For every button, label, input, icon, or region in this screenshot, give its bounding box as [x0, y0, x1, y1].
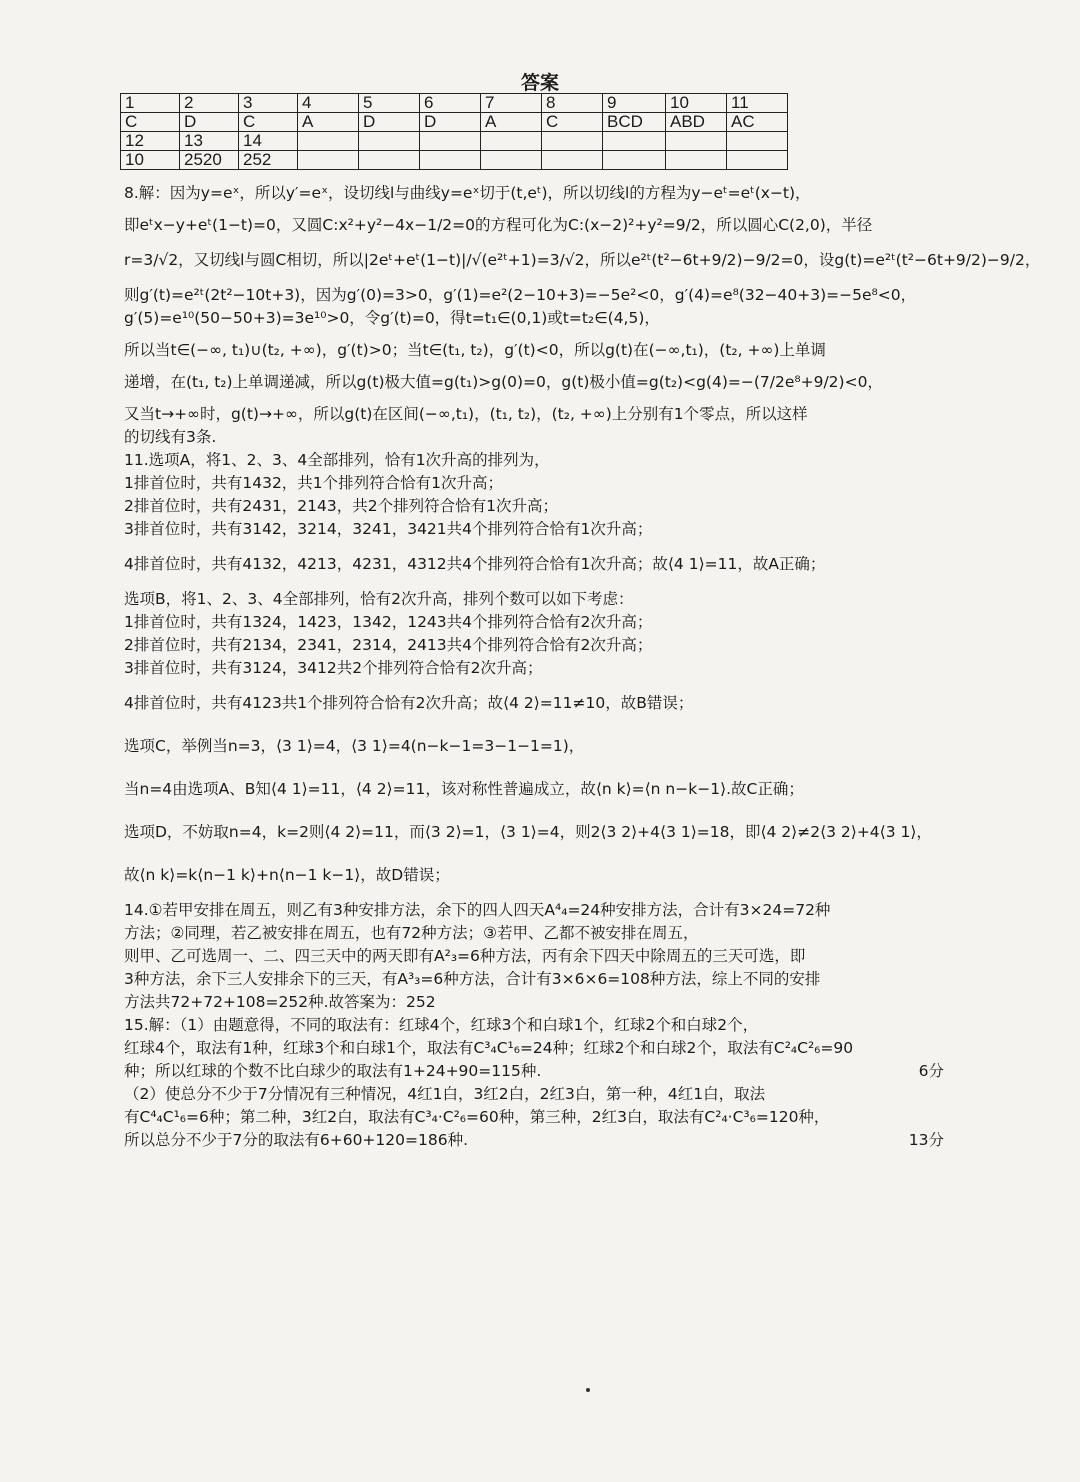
table-cell: A — [481, 113, 542, 132]
table-cell: D — [420, 113, 481, 132]
table-cell: 1 — [121, 94, 180, 113]
table-cell — [481, 132, 542, 151]
table-cell: 252 — [239, 151, 298, 170]
table-cell: 2520 — [180, 151, 239, 170]
solution-line: 15.解：（1）由题意得，不同的取法有：红球4个，红球3个和白球1个，红球2个和白球2个， — [124, 1016, 759, 1034]
solution-line: 方法共72+72+108=252种.故答案为：252 — [124, 993, 436, 1011]
table-cell: 3 — [239, 94, 298, 113]
table-cell: BCD — [603, 113, 666, 132]
solution-line: 的切线有3条. — [124, 428, 217, 446]
table-cell — [359, 132, 420, 151]
solution-line-text: 所以总分不少于7分的取法有6+60+120=186种. — [124, 1131, 469, 1149]
answer-table — [120, 93, 788, 170]
table-cell: 7 — [481, 94, 542, 113]
table-cell: AC — [727, 113, 788, 132]
solution-line: 3排首位时，共有3142，3214，3241，3421共4个排列符合恰有1次升高； — [124, 520, 653, 538]
table-row — [121, 113, 788, 132]
table-cell: 6 — [420, 94, 481, 113]
solution-line: r=3/√2，又切线l与圆C相切，所以|2eᵗ+eᵗ(1−t)|/√(e²ᵗ+1)=3/√2，所以e²ᵗ(t²−6t+9/2)−9/2=0，设g(t)=e²ᵗ(t²−6t+9/2)−9/2， — [124, 251, 1041, 269]
table-cell: C — [239, 113, 298, 132]
table-cell: 12 — [121, 132, 180, 151]
table-cell: 14 — [239, 132, 298, 151]
table-cell: 9 — [603, 94, 666, 113]
solution-line: 则甲、乙可选周一、二、四三天中的两天即有A²₃=6种方法，丙有余下四天中除周五的三天可选，即 — [124, 947, 806, 965]
solution-line: 所以当t∈(−∞, t₁)∪(t₂, +∞)，g′(t)>0；当t∈(t₁, t₂)，g′(t)<0，所以g(t)在(−∞,t₁)，(t₂, +∞)上单调 — [124, 341, 826, 359]
solution-line: 红球4个，取法有1种，红球3个和白球1个，取法有C³₄C¹₆=24种；红球2个和白球2个，取法有C²₄C²₆=90 — [124, 1039, 854, 1057]
solution-line: 选项B，将1、2、3、4全部排列，恰有2次升高，排列个数可以如下考虑： — [124, 590, 634, 608]
table-cell: 4 — [298, 94, 359, 113]
score-label: 6分 — [918, 1062, 944, 1080]
table-cell: 10 — [121, 151, 180, 170]
table-cell — [666, 132, 727, 151]
solution-line: 选项D，不妨取n=4，k=2则⟨4 2⟩=11，而⟨3 2⟩=1，⟨3 1⟩=4，则2⟨3 2⟩+4⟨3 1⟩=18，即⟨4 2⟩≠2⟨3 2⟩+4⟨3 1⟩， — [124, 823, 932, 841]
table-cell — [481, 151, 542, 170]
table-row — [121, 94, 788, 113]
table-cell — [298, 151, 359, 170]
table-cell: ABD — [666, 113, 727, 132]
table-cell — [603, 132, 666, 151]
table-cell — [298, 132, 359, 151]
solution-line: （2）使总分不少于7分情况有三种情况，4红1白，3红2白，2红3白，第一种，4红1白，取法 — [124, 1085, 766, 1103]
solution-line: 当n=4由选项A、B知⟨4 1⟩=11，⟨4 2⟩=11，该对称性普遍成立，故⟨n k⟩=⟨n n−k−1⟩.故C正确； — [124, 780, 804, 798]
table-cell — [603, 151, 666, 170]
solution-line: 选项C，举例当n=3，⟨3 1⟩=4，⟨3 1⟩=4(n−k−1=3−1−1=1)， — [124, 737, 585, 755]
table-cell: 10 — [666, 94, 727, 113]
table-cell — [666, 151, 727, 170]
solution-line: 1排首位时，共有1324，1423，1342，1243共4个排列符合恰有2次升高； — [124, 613, 653, 631]
solution-line: 方法；②同理，若乙被安排在周五，也有72种方法；③若甲、乙都不被安排在周五， — [124, 924, 699, 942]
table-cell: 2 — [180, 94, 239, 113]
table-cell — [542, 132, 603, 151]
table-cell: 5 — [359, 94, 420, 113]
solution-line: 4排首位时，共有4132，4213，4231，4312共4个排列符合恰有1次升高；故⟨4 1⟩=11，故A正确； — [124, 555, 826, 573]
table-cell: D — [359, 113, 420, 132]
solution-line: 即eᵗx−y+eᵗ(1−t)=0，又圆C:x²+y²−4x−1/2=0的方程可化为C:(x−2)²+y²=9/2，所以圆心C(2,0)，半径 — [124, 216, 873, 234]
table-row — [121, 151, 788, 170]
solution-line: 3种方法，余下三人安排余下的三天，有A³₃=6种方法，合计有3×6×6=108种方法，综上不同的安排 — [124, 970, 821, 988]
score-label: 13分 — [908, 1131, 944, 1149]
solution-line — [124, 1129, 984, 1152]
solution-line: 2排首位时，共有2134，2341，2314，2413共4个排列符合恰有2次升高； — [124, 636, 653, 654]
solution-line: 8.解：因为y=eˣ，所以y′=eˣ，设切线l与曲线y=eˣ切于(t,eᵗ)，所以切线l的方程为y−eᵗ=eᵗ(x−t)， — [124, 184, 811, 202]
scan-speck — [586, 1388, 590, 1392]
table-cell: 8 — [542, 94, 603, 113]
solution-line: g′(5)=e¹⁰(50−50+3)=3e¹⁰>0，令g′(t)=0，得t=t₁∈(0,1)或t=t₂∈(4,5)， — [124, 309, 660, 327]
solution-text — [124, 182, 1041, 1152]
table-cell — [420, 132, 481, 151]
page-title: 答案 — [520, 72, 559, 94]
solution-line: 故⟨n k⟩=k⟨n−1 k⟩+n⟨n−1 k−1⟩，故D错误； — [124, 866, 450, 884]
solution-line: 有C⁴₄C¹₆=6种；第二种，3红2白，取法有C³₄·C²₆=60种，第三种，2红3白，取法有C²₄·C³₆=120种， — [124, 1108, 830, 1126]
solution-line: 递增，在(t₁, t₂)上单调递减，所以g(t)极大值=g(t₁)>g(0)=0，g(t)极小值=g(t₂)<g(4)=−(7/2e⁸+9/2)<0， — [124, 373, 883, 391]
solution-line: 14.①若甲安排在周五，则乙有3种安排方法，余下的四人四天A⁴₄=24种安排方法，合计有3×24=72种 — [124, 901, 831, 919]
solution-line: 则g′(t)=e²ᵗ(2t²−10t+3)，因为g′(0)=3>0，g′(1)=e²(2−10+3)=−5e²<0，g′(4)=e⁸(32−40+3)=−5e⁸<0， — [124, 286, 917, 304]
solution-line-text: 种；所以红球的个数不比白球少的取法有1+24+90=115种. — [124, 1062, 542, 1080]
table-cell — [359, 151, 420, 170]
solution-line: 1排首位时，共有1432，共1个排列符合恰有1次升高； — [124, 474, 504, 492]
solution-line: 2排首位时，共有2431，2143，共2个排列符合恰有1次升高； — [124, 497, 558, 515]
table-cell: 11 — [727, 94, 788, 113]
table-cell: C — [121, 113, 180, 132]
table-cell: A — [298, 113, 359, 132]
solution-line: 3排首位时，共有3124，3412共2个排列符合恰有2次升高； — [124, 659, 543, 677]
solution-line: 4排首位时，共有4123共1个排列符合恰有2次升高；故⟨4 2⟩=11≠10，故B错误； — [124, 694, 694, 712]
table-row — [121, 132, 788, 151]
table-cell: 13 — [180, 132, 239, 151]
table-cell — [542, 151, 603, 170]
table-cell — [420, 151, 481, 170]
table-cell: D — [180, 113, 239, 132]
table-cell — [727, 132, 788, 151]
solution-line: 又当t→+∞时，g(t)→+∞，所以g(t)在区间(−∞,t₁)，(t₁, t₂)，(t₂, +∞)上分别有1个零点，所以这样 — [124, 405, 808, 423]
table-cell — [727, 151, 788, 170]
table-cell: C — [542, 113, 603, 132]
solution-line — [124, 1060, 984, 1083]
solution-line: 11.选项A，将1、2、3、4全部排列，恰有1次升高的排列为， — [124, 451, 550, 469]
